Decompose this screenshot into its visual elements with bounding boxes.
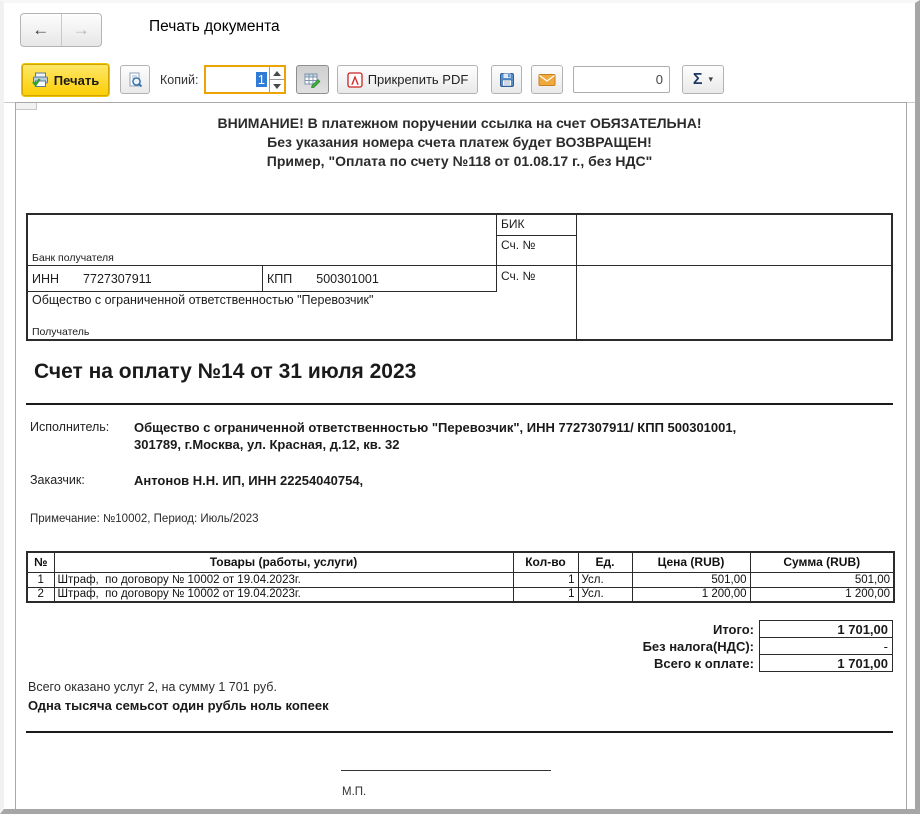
row1-goods: Штраф, по договору № 10002 от 19.04.2023г. <box>54 572 513 587</box>
row2-goods: Штраф, по договору № 10002 от 19.04.2023г. <box>54 587 513 602</box>
print-button-label: Печать <box>53 72 100 88</box>
executor-value: Общество с ограниченной ответственностью "Перевозчик", ИНН 7727307911/ КПП 500301001, 301789, г.Москва, ул. Красная, д.12, кв. 32 <box>134 420 737 452</box>
pdf-icon <box>347 72 363 88</box>
amount-in-words: Одна тысяча семьсот один рубль ноль копеек <box>28 698 329 713</box>
copies-value: 1 <box>257 72 265 87</box>
title-rule <box>26 403 893 405</box>
back-button[interactable] <box>21 14 62 46</box>
edit-table-button[interactable] <box>296 65 329 94</box>
row2-unit: Усл. <box>578 587 632 602</box>
col-number: № <box>27 552 54 572</box>
items-header-row <box>27 552 894 572</box>
executor-label: Исполнитель: <box>30 420 110 434</box>
dropdown-caret-icon: ▾ <box>708 74 714 84</box>
spinner-down-button[interactable] <box>270 80 284 92</box>
recipient-account-label-cell: Сч. № <box>497 266 577 339</box>
warning-line-3: Пример, "Оплата по счету №118 от 01.08.17 г., без НДС" <box>266 153 653 169</box>
payment-warning <box>26 114 893 171</box>
services-summary: Всего оказано услуг 2, на сумму 1 701 руб. <box>28 680 277 694</box>
bank-name-cell: Банк получателя <box>28 215 497 266</box>
floppy-disk-icon <box>499 72 515 88</box>
warning-line-2: Без указания номера счета платеж будет ВОЗВРАЩЕН! <box>267 134 652 150</box>
bik-value-cell <box>577 215 891 266</box>
col-goods: Товары (работы, услуги) <box>54 552 513 572</box>
items-table-wrap <box>26 551 893 603</box>
bank-requisites-table <box>26 213 893 341</box>
window-title: Печать документа <box>149 18 280 35</box>
forward-arrow-icon: → <box>72 20 90 39</box>
col-qty: Кол-во <box>513 552 578 572</box>
col-sum: Сумма (RUB) <box>750 552 894 572</box>
copies-spinner[interactable] <box>204 65 286 94</box>
kpp-cell <box>263 266 497 292</box>
warning-line-1: ВНИМАНИЕ! В платежном поручении ссылка на счет ОБЯЗАТЕЛЬНА! <box>217 115 702 131</box>
inn-label: ИНН <box>32 271 60 286</box>
total-value: 1 701,00 <box>759 620 893 638</box>
spinner-up-button[interactable] <box>270 67 284 80</box>
spreadsheet-corner <box>16 103 37 110</box>
back-arrow-icon: ← <box>32 20 50 39</box>
row1-unit: Усл. <box>578 572 632 587</box>
spinner-arrows <box>269 67 284 92</box>
send-email-button[interactable] <box>531 65 563 94</box>
col-price: Цена (RUB) <box>632 552 750 572</box>
no-vat-label: Без налога(НДС): <box>642 639 754 654</box>
row1-number: 1 <box>27 572 54 587</box>
kpp-value: 500301001 <box>316 271 379 286</box>
attach-pdf-button[interactable] <box>337 65 478 94</box>
row2-number: 2 <box>27 587 54 602</box>
row2-sum: 1 200,00 <box>750 587 894 602</box>
total-due-value: 1 701,00 <box>759 654 893 672</box>
stamp-place-label: М.П. <box>342 786 367 798</box>
bik-label-cell: БИК <box>497 215 577 236</box>
preview-icon <box>127 72 143 88</box>
nav-button-group <box>20 13 102 47</box>
chevron-up-icon <box>273 71 281 76</box>
total-due-label: Всего к оплате: <box>654 656 754 671</box>
chevron-down-icon <box>273 84 281 89</box>
items-table <box>26 551 895 603</box>
row1-price: 501,00 <box>632 572 750 587</box>
inn-value: 7727307911 <box>83 271 152 286</box>
copies-input[interactable] <box>206 67 269 92</box>
recipient-label: Получатель <box>32 326 90 338</box>
attach-pdf-label: Прикрепить PDF <box>367 72 469 87</box>
customer-value: Антонов Н.Н. ИП, ИНН 22254040754, <box>134 473 364 488</box>
row1-sum: 501,00 <box>750 572 894 587</box>
preview-button[interactable] <box>120 65 150 94</box>
recipient-name: Общество с ограниченной ответственностью "Перевозчик" <box>32 293 374 307</box>
recipient-cell <box>28 292 497 339</box>
row1-qty: 1 <box>513 572 578 587</box>
note-line: Примечание: №10002, Период: Июль/2023 <box>30 513 259 525</box>
amount-field[interactable] <box>573 66 670 93</box>
copies-label: Копий: <box>160 73 199 87</box>
recipient-account-value-cell <box>577 266 891 339</box>
printer-icon <box>32 72 49 88</box>
table-row <box>27 587 894 602</box>
no-vat-value: - <box>759 637 893 655</box>
bottom-rule <box>26 731 893 733</box>
save-button[interactable] <box>491 65 522 94</box>
row2-price: 1 200,00 <box>632 587 750 602</box>
forward-button[interactable] <box>62 14 102 46</box>
sigma-icon: Σ <box>692 70 703 88</box>
envelope-icon <box>538 73 556 87</box>
table-edit-icon <box>304 72 321 88</box>
bank-account-label-cell: Сч. № <box>497 236 577 266</box>
inn-cell <box>28 266 263 292</box>
total-label: Итого: <box>713 622 754 637</box>
kpp-label: КПП <box>267 271 293 286</box>
sum-dropdown-button[interactable] <box>682 65 724 94</box>
row2-qty: 1 <box>513 587 578 602</box>
customer-label: Заказчик: <box>30 473 85 487</box>
invoice-title: Счет на оплату №14 от 31 июля 2023 <box>34 360 417 383</box>
table-row <box>27 572 894 587</box>
print-button[interactable] <box>22 64 109 96</box>
col-unit: Ед. <box>578 552 632 572</box>
signature-line <box>341 770 551 771</box>
